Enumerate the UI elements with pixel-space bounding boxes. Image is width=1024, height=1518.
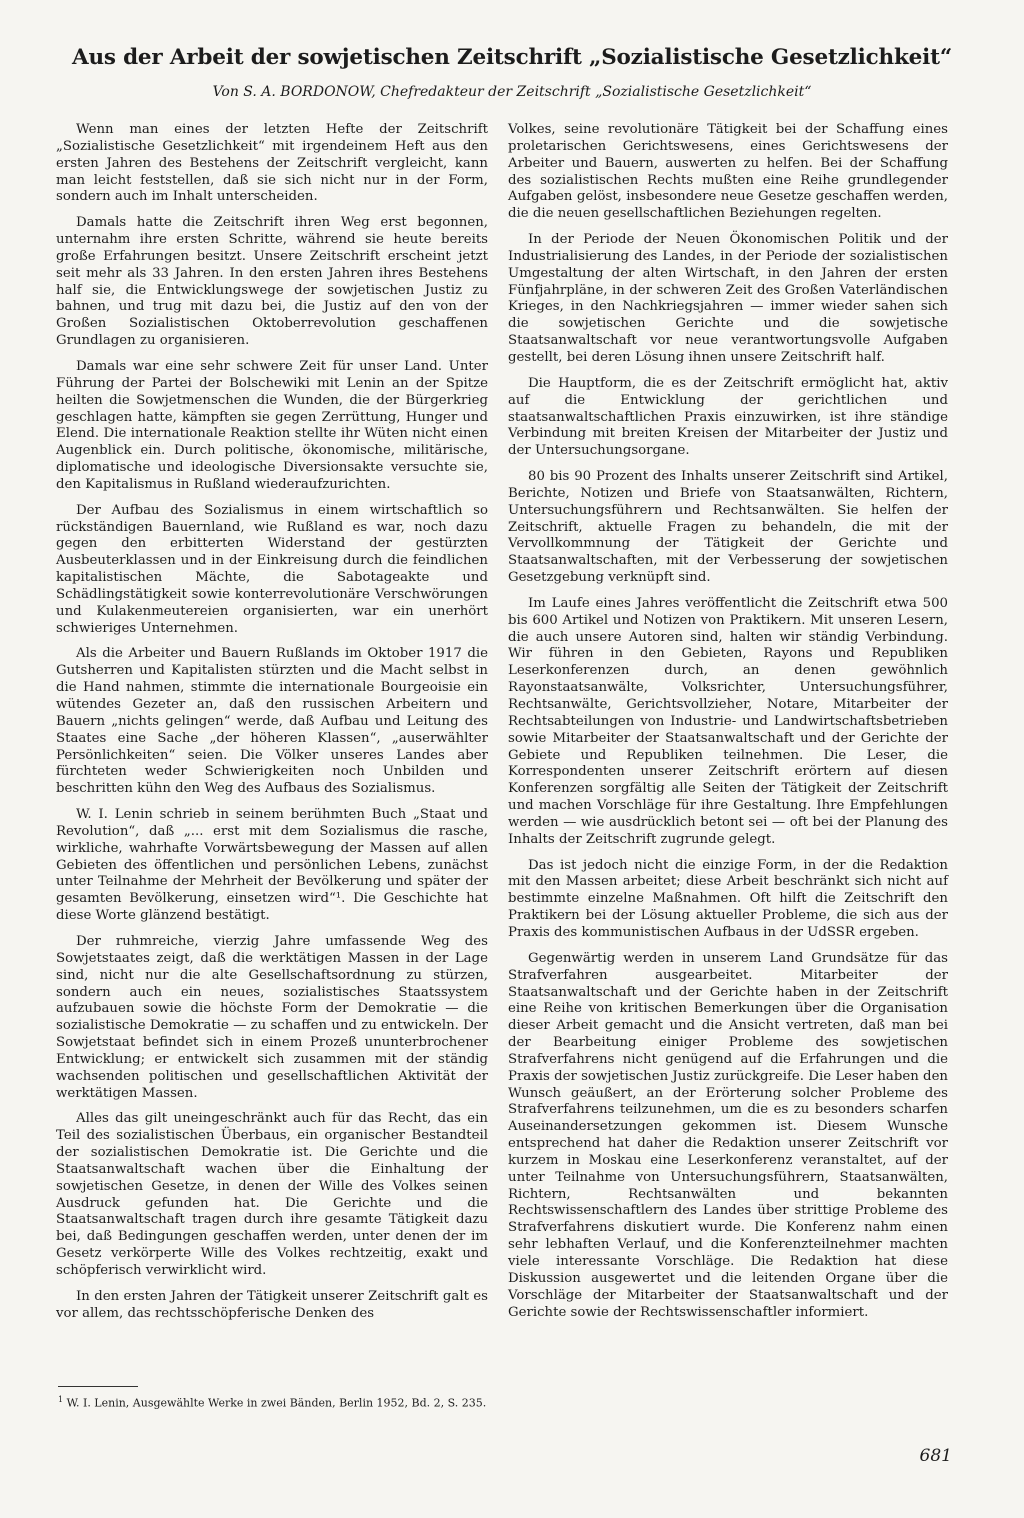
footnote-marker: 1 xyxy=(58,1395,64,1404)
paragraph: Wenn man eines der letzten Hefte der Zeitschrift „Sozialistische Gesetzlichkeit“ mit irgendeinem Heft aus den ersten Jahren des Bestehens der Zeitschrift vergleicht, kann man leicht feststellen, daß sie sich nicht nur in der Form, sondern auch im Inhalt unterscheiden. xyxy=(56,122,488,205)
footnote-text: W. I. Lenin, Ausgewählte Werke in zwei Bänden, Berlin 1952, Bd. 2, S. 235. xyxy=(66,1396,487,1410)
paragraph: Im Laufe eines Jahres veröffentlicht die Zeitschrift etwa 500 bis 600 Artikel und Notizen von Praktikern. Mit unseren Lesern, die auch unsere Autoren sind, halten wir ständig Verbindung. Wir führen in den Gebieten, Rayons und Republiken Leserkonferenzen durch, an denen gewöhnlich Rayonstaatsanwälte, Volksrichter, Untersuchungsführer, Rechtsanwälte, Gerichtsvollzieher, Notare, Mitarbeiter der Rechtsabteilungen von Industrie- und Landwirtschaftsbetrieben sowie Mitarbeiter der Staatsanwaltschaft und der Gerichte der Gebiete und Republiken teilnehmen. Die Leser, die Korrespondenten unserer Zeitschrift erörtern auf diesen Konferenzen sorgfältig alle Seiten der Tätigkeit der Zeitschrift und machen Vorschläge für ihre Gestaltung. Ihre Empfehlungen werden — wie ausdrücklich betont sei — oft bei der Planung des Inhalts der Zeitschrift zugrunde gelegt. xyxy=(508,595,948,847)
paragraph: Volkes, seine revolutionäre Tätigkeit bei der Schaffung eines proletarischen Gerichtswesens, eines Gerichtswesens der Arbeiter und Bauern, auswerten zu helfen. Bei der Schaffung des sozialistischen Rechts mußten eine Reihe grundlegender Aufgaben gelöst, insbesondere neue Gesetze geschaffen werden, die die neuen gesellschaftlichen Beziehungen regelten. xyxy=(508,122,948,222)
footnote xyxy=(58,1392,488,1411)
left-column xyxy=(56,122,488,1332)
paragraph: Alles das gilt uneingeschränkt auch für das Recht, das ein Teil des sozialistischen Überbaus, ein organischer Bestandteil der sozialistischen Demokratie ist. Die Gerichte und die Staatsanwaltschaft wachen über die Einhaltung der sowjetischen Gesetze, in denen der Wille des Volkes seinen Ausdruck gefunden hat. Die Gerichte und die Staatsanwaltschaft tragen durch ihre gesamte Tätigkeit dazu bei, daß Bedingungen geschaffen werden, unter denen der im Gesetz verkörperte Wille des Volkes rechtzeitig, exakt und schöpferisch verwirklicht wird. xyxy=(56,1111,488,1278)
article-title: Aus der Arbeit der sowjetischen Zeitschrift „Sozialistische Gesetzlichkeit“ xyxy=(72,45,952,70)
paragraph: Das ist jedoch nicht die einzige Form, in der die Redaktion mit den Massen arbeitet; diese Arbeit beschränkt sich nicht auf bestimmte einzelne Maßnahmen. Oft hilft die Zeitschrift den Praktikern bei der Lösung aktueller Probleme, die sich aus der Praxis des kommunistischen Aufbaus in der UdSSR ergeben. xyxy=(508,857,948,940)
paragraph: In den ersten Jahren der Tätigkeit unserer Zeitschrift galt es vor allem, das rechtsschöpferische Denken des xyxy=(56,1288,488,1321)
article-byline: Von S. A. BORDONOW, Chefredakteur der Zeitschrift „Sozialistische Gesetzlichkeit“ xyxy=(212,84,812,100)
paragraph: Als die Arbeiter und Bauern Rußlands im Oktober 1917 die Gutsherren und Kapitalisten stürzten und die Macht selbst in die Hand nahmen, stimmte die internationale Bourgeoisie ein wütendes Gezeter an, daß den russischen Arbeitern und Bauern „nichts gelingen“ werde, daß Aufbau und Leitung des Staates eine Sache „der höheren Klassen“, „auserwählter Persönlichkeiten“ seien. Die Völker unseres Landes aber fürchteten weder Schwierigkeiten noch Unbilden und beschritten kühn den Weg des Aufbaus des Sozialismus. xyxy=(56,646,488,797)
paragraph: Der Aufbau des Sozialismus in einem wirtschaftlich so rückständigen Bauernland, wie Rußland es war, noch dazu gegen den erbitterten Widerstand der gestürzten Ausbeuterklassen und in der Einkreisung durch die feindlichen kapitalistischen Mächte, die Sabotageakte und Schädlingstätigkeit sowie konterrevolutionäre Verschwörungen und Kulakenmeutereien organisierten, war ein unerhört schwieriges Unternehmen. xyxy=(56,502,488,636)
paragraph: Damals war eine sehr schwere Zeit für unser Land. Unter Führung der Partei der Bolschewiki mit Lenin an der Spitze heilten die Sowjetmenschen die Wunden, die der Bürgerkrieg geschlagen hatte, kämpften sie gegen Zerrüttung, Hunger und Elend. Die internationale Reaktion stellte ihr Wüten nicht einen Augenblick ein. Durch politische, ökonomische, militärische, diplomatische und ideologische Diversionsakte versuchte sie, den Kapitalismus in Rußland wiederaufzurichten. xyxy=(56,358,488,492)
paragraph: Gegenwärtig werden in unserem Land Grundsätze für das Strafverfahren ausgearbeitet. Mitarbeiter der Staatsanwaltschaft und der Gerichte haben in der Zeitschrift eine Reihe von kritischen Bemerkungen über die Organisation dieser Arbeit gemacht und die Ansicht vertreten, daß man bei der Bearbeitung einiger Probleme des sowjetischen Strafverfahrens nicht genügend auf die Erfahrungen und die Praxis der sowjetischen Justiz zurückgreife. Die Leser haben den Wunsch geäußert, an der Erörterung solcher Probleme des Strafverfahrens teilzunehmen, um die es zu besonders scharfen Auseinandersetzungen gekommen ist. Diesem Wunsche entsprechend hat daher die Redaktion unserer Zeitschrift vor kurzem in Moskau eine Leserkonferenz veranstaltet, auf der unter Teilnahme von Untersuchungsführern, Staatsanwälten, Richtern, Rechtsanwälten und bekannten Rechtswissenschaftlern des Landes über strittige Probleme des Strafverfahrens diskutiert wurde. Die Konferenz nahm einen sehr lebhaften Verlauf, und die Konferenzteilnehmer machten viele interessante Vorschläge. Die Redaktion hat diese Diskussion ausgewertet und die leitenden Organe über die Vorschläge der Mitarbeiter der Staatsanwaltschaft und der Gerichte sowie der Rechtswissenschaftler informiert. xyxy=(508,950,948,1320)
paragraph: Damals hatte die Zeitschrift ihren Weg erst begonnen, unternahm ihre ersten Schritte, während sie heute bereits große Erfahrungen besitzt. Unsere Zeitschrift erscheint jetzt seit mehr als 33 Jahren. In den ersten Jahren ihres Bestehens half sie, die Entwicklungswege der sowjetischen Justiz zu bahnen, und trug mit dazu bei, die Justiz auf den von der Großen Sozialistischen Oktoberrevolution geschaffenen Grundlagen zu organisieren. xyxy=(56,215,488,349)
paragraph: 80 bis 90 Prozent des Inhalts unserer Zeitschrift sind Artikel, Berichte, Notizen und Briefe von Staatsanwälten, Richtern, Untersuchungsführern und Rechtsanwälten. Sie helfen der Zeitschrift, aktuelle Fragen zu behandeln, die mit der Vervollkommnung der Tätigkeit der Gerichte und Staatsanwaltschaften, mit der Verbesserung der sowjetischen Gesetzgebung verknüpft sind. xyxy=(508,469,948,586)
paragraph: W. I. Lenin schrieb in seinem berühmten Buch „Staat und Revolution“, daß „... erst mit dem Sozialismus die rasche, wirkliche, wahrhafte Vorwärtsbewegung der Massen auf allen Gebieten des öffentlichen und persönlichen Lebens, zunächst unter Teilnahme der Mehrheit der Bevölkerung und später der gesamten Bevölkerung, einsetzen wird“¹. Die Geschichte hat diese Worte glänzend bestätigt. xyxy=(56,807,488,924)
footnote-rule xyxy=(58,1386,138,1387)
paragraph: Der ruhmreiche, vierzig Jahre umfassende Weg des Sowjetstaates zeigt, daß die werktätigen Massen in der Lage sind, nicht nur die alte Gesellschaftsordnung zu stürzen, sondern auch ein neues, sozialistisches Staatssystem aufzubauen sowie die höchste Form der Demokratie — die sozialistische Demokratie — zu schaffen und zu entwickeln. Der Sowjetstaat befindet sich in einem Prozeß ununterbrochener Entwicklung; er entwickelt sich zusammen mit der ständig wachsenden politischen und gesellschaftlichen Aktivität der werktätigen Massen. xyxy=(56,933,488,1101)
paragraph: In der Periode der Neuen Ökonomischen Politik und der Industrialisierung des Landes, in der Periode der sozialistischen Umgestaltung der alten Wirtschaft, in den Jahren der ersten Fünfjahrpläne, in der schweren Zeit des Großen Vaterländischen Krieges, in den Nachkriegsjahren — immer wieder sahen sich die sowjetischen Gerichte und die sowjetische Staatsanwaltschaft vor neue verantwortungsvolle Aufgaben gestellt, bei deren Lösung ihnen unsere Zeitschrift half. xyxy=(508,232,948,365)
right-column xyxy=(508,122,948,1330)
paragraph: Die Hauptform, die es der Zeitschrift ermöglicht hat, aktiv auf die Entwicklung der gerichtlichen und staatsanwaltschaftlichen Praxis einzuwirken, ist ihre ständige Verbindung mit breiten Kreisen der Mitarbeiter der Justiz und der Untersuchungsorgane. xyxy=(508,375,948,459)
page-number: 681 xyxy=(919,1446,952,1466)
